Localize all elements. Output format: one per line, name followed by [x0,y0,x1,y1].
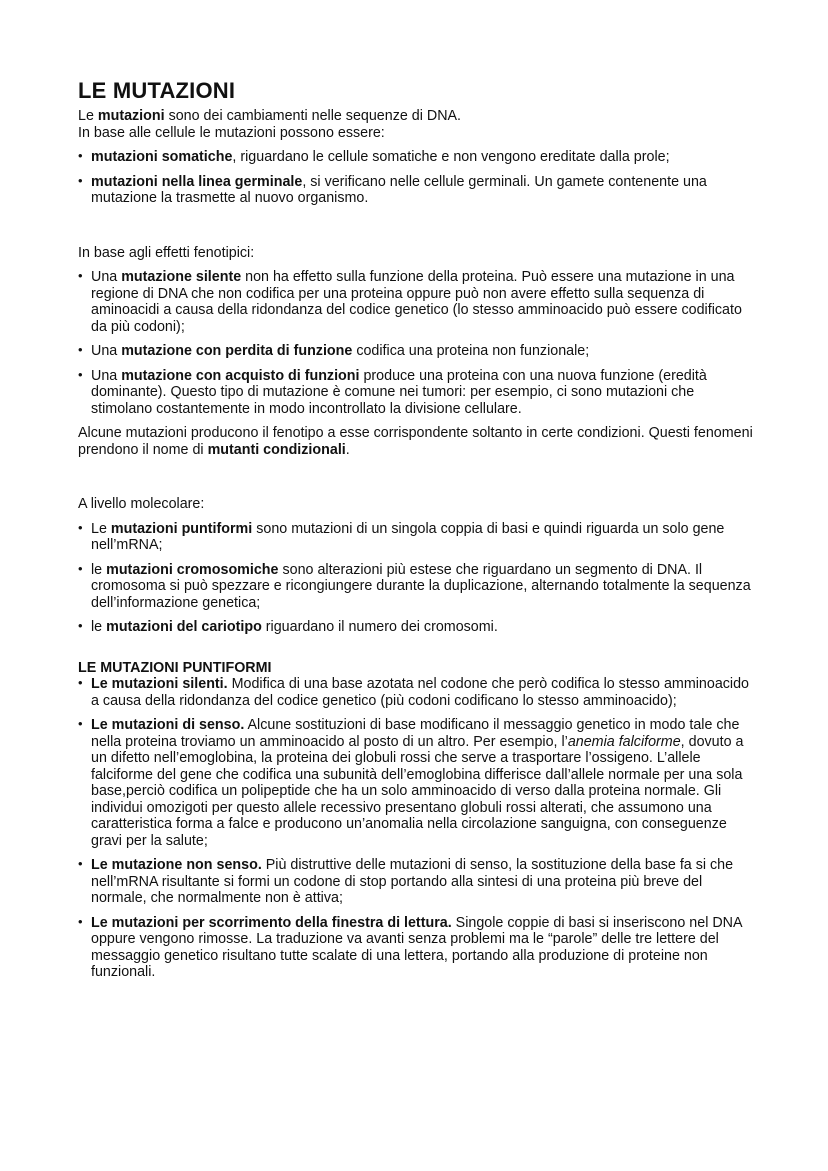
list-item: • Una mutazione silente non ha effetto sulla funzione della proteina. Può essere una mutazione in una regione di DNA che non codifica per una proteina oppure può non avere effetto sulla sequenza di aminoacidi a causa della ridondanza del codice genetico (lo stesso amminoacido può essere codificato da più codoni); [78,269,758,335]
document-page [78,78,758,981]
list-item: • Le mutazione non senso. Più distruttive delle mutazioni di senso, la sostituzione della base fa si che nell’mRNA risultante si formi un codone di stop portando alla sintesi di una proteina più breve del normale, che normalmente non è attiva; [78,857,758,907]
intro-definition: Le mutazioni sono dei cambiamenti nelle sequenze di DNA. [78,108,462,124]
page-title: LE MUTAZIONI [78,78,236,103]
point-mutations-list [78,676,758,981]
list-item: • mutazioni somatiche, riguardano le cellule somatiche e non vengono ereditate dalla prole; [78,149,758,166]
list-item: • le mutazioni cromosomiche sono alterazioni più estese che riguardano un segmento di DNA. Il cromosoma si può spezzare e ricongiungere durante la duplicazione, alternando totalmente la sequenza dell’informazione genetica; [78,562,758,612]
intro-section [78,108,758,141]
list-item: • Le mutazioni per scorrimento della finestra di lettura. Singole coppie di basi si inseriscono nel DNA oppure vengono rimosse. La traduzione va avanti senza problemi ma le “parole” delle tre lettere del messaggio genetico risultano tutte scalate di una lettera, portando alla produzione di proteine non funzionali. [78,915,758,981]
list-item: • mutazioni nella linea germinale, si verificano nelle cellule germinali. Un gamete contenente una mutazione la trasmette al nuovo organismo. [78,174,758,207]
molecular-heading: A livello molecolare: [78,496,205,512]
list-item: • Una mutazione con perdita di funzione codifica una proteina non funzionale; [78,343,758,360]
molecular-list [78,521,758,636]
conditional-mutants-paragraph: Alcune mutazioni producono il fenotipo a esse corrispondente soltanto in certe condizioni. Questi fenomeni prendono il nome di mutanti condizionali. [78,425,753,458]
phenotypic-list [78,269,758,417]
list-item: • Le mutazioni di senso. Alcune sostituzioni di base modificano il messaggio genetico in modo tale che nella proteina troviamo un amminoacido al posto di un altro. Per esempio, l’anemia falciforme, dovuto a un difetto nell’emoglobina, la proteina dei globuli rossi che serve a trasportare l’ossigeno. L’allele falciforme del gene che codifica una subunità dell’emoglobina differisce dall’allele normale per una sola base,perciò codifica un polipeptide che ha un solo amminoacido di verso dalla proteina normale. Gli individui omozigoti per questo allele recessivo presentano globuli rossi alterati, che assumono una caratteristica forma a falce e producono un’anomalia nella circolazione sanguigna, con conseguenze gravi per la salute; [78,717,758,849]
list-item: • Una mutazione con acquisto di funzioni produce una proteina con una nuova funzione (eredità dominante). Questo tipo di mutazione è comune nei tumori: per esempio, ci sono mutazioni che stimolano costantemente in modo incontrollato la divisione cellulare. [78,368,758,418]
intro-cells-lead: In base alle cellule le mutazioni possono essere: [78,124,385,141]
list-item: • Le mutazioni silenti. Modifica di una base azotata nel codone che però codifica lo stesso amminoacido a causa della ridondanza del codice genetico (più codoni codificano lo stesso amminoacido); [78,676,758,709]
cell-types-list [78,149,758,207]
list-item: • le mutazioni del cariotipo riguardano il numero dei cromosomi. [78,619,758,636]
section-heading-point-mutations: LE MUTAZIONI PUNTIFORMI [78,659,272,676]
list-item: • Le mutazioni puntiformi sono mutazioni di un singola coppia di basi e quindi riguarda un solo gene nell’mRNA; [78,521,758,554]
phenotypic-heading: In base agli effetti fenotipici: [78,244,255,261]
